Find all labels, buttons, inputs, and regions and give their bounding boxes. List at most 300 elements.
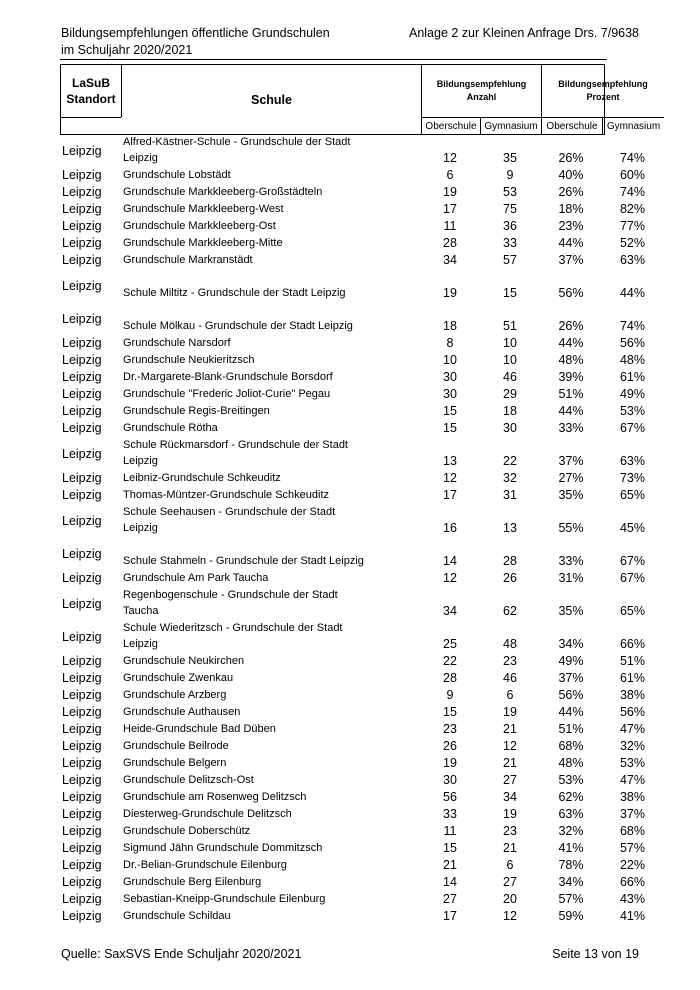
oberschule-percent-cell: 49%: [558, 654, 584, 668]
oberschule-count-cell: 34: [443, 253, 457, 267]
gymnasium-percent-cell: 74%: [619, 151, 646, 165]
table-row: [60, 269, 646, 302]
oberschule-percent-cell: 23%: [558, 219, 584, 233]
oberschule-count-cell: 19: [443, 286, 457, 300]
table-row: [60, 134, 646, 167]
schule-line: Leipzig: [123, 152, 158, 164]
table-row: [60, 908, 646, 925]
table-row: [60, 470, 646, 487]
oberschule-count-cell: 16: [443, 521, 457, 535]
gymnasium-count-cell: 22: [503, 454, 517, 468]
gymnasium-percent-cell: 61%: [619, 671, 646, 685]
schule-line: Schule Stahmeln - Grundschule der Stadt Leipzig: [123, 555, 364, 567]
oberschule-count-cell: 11: [443, 824, 457, 838]
gymnasium-count-cell: 33: [503, 236, 517, 250]
schule-line: Alfred-Kästner-Schule - Grundschule der Stadt: [123, 136, 351, 148]
schule-line: Leibniz-Grundschule Schkeuditz: [123, 472, 281, 484]
schule-cell: [123, 404, 270, 419]
schule-cell: [123, 504, 335, 536]
gymnasium-percent-cell: 37%: [619, 807, 646, 821]
gymnasium-percent-cell: 44%: [619, 286, 646, 300]
gymnasium-percent-cell: 53%: [619, 404, 646, 418]
standort-cell: Leipzig: [62, 168, 102, 182]
gymnasium-count-cell: 26: [503, 571, 517, 585]
standort-header-divider: [61, 117, 121, 118]
table-row: [60, 167, 646, 184]
schule-line: Grundschule Berg Eilenburg: [123, 876, 262, 888]
oberschule-count-cell: 22: [443, 654, 457, 668]
oberschule-count-cell: 30: [443, 773, 457, 787]
gymnasium-count-cell: 28: [503, 554, 517, 568]
standort-cell: Leipzig: [62, 756, 102, 770]
oberschule-count-cell: 9: [446, 688, 454, 702]
gymnasium-percent-cell: 57%: [619, 841, 646, 855]
table-row: [60, 403, 646, 420]
table-row: [60, 687, 646, 704]
page-number: Seite 13 von 19: [552, 947, 639, 961]
schule-cell: [123, 756, 226, 771]
standort-cell: Leipzig: [62, 722, 102, 736]
gymnasium-count-cell: 46: [503, 370, 517, 384]
gymnasium-percent-cell: 52%: [619, 236, 646, 250]
schule-cell: [123, 722, 276, 737]
standort-cell: Leipzig: [62, 773, 102, 787]
standort-cell: Leipzig: [62, 353, 102, 367]
gymnasium-count-cell: 21: [503, 756, 517, 770]
gymnasium-percent-cell: 49%: [619, 387, 646, 401]
oberschule-count-cell: 19: [443, 756, 457, 770]
table-row: [60, 570, 646, 587]
schule-line: Taucha: [123, 605, 159, 617]
schule-line: Grundschule Am Park Taucha: [123, 572, 269, 584]
gymnasium-count-cell: 13: [503, 521, 517, 535]
schule-line: Schule Miltitz - Grundschule der Stadt Leipzig: [123, 287, 346, 299]
oberschule-count-cell: 12: [443, 151, 457, 165]
gymnasium-count-cell: 30: [503, 421, 517, 435]
standort-cell: Leipzig: [62, 630, 102, 644]
schule-line: [123, 269, 346, 285]
gymnasium-percent-cell: 77%: [619, 219, 646, 233]
table-row: [60, 537, 646, 570]
table-row: [60, 755, 646, 772]
schule-cell: [123, 841, 322, 856]
schule-line: Grundschule Belgern: [123, 757, 227, 769]
standort-cell: Leipzig: [62, 671, 102, 685]
schule-line: Grundschule Schildau: [123, 910, 231, 922]
oberschule-count-cell: 28: [443, 671, 457, 685]
schule-cell: [123, 807, 292, 822]
schule-line: Dr.-Belian-Grundschule Eilenburg: [123, 859, 287, 871]
gymnasium-count-cell: 18: [503, 404, 517, 418]
table-row: [60, 789, 646, 806]
standort-cell: Leipzig: [62, 841, 102, 855]
schule-line: Leipzig: [123, 522, 158, 534]
schule-cell: [123, 875, 261, 890]
column-header-prozent: Bildungsempfehlung Prozent: [558, 79, 648, 102]
oberschule-percent-cell: 37%: [558, 671, 584, 685]
table-row: [60, 235, 646, 252]
schule-line: Grundschule Markkleeberg-Großstädteln: [123, 186, 323, 198]
schule-cell: [123, 571, 268, 586]
schule-line: Grundschule Markranstädt: [123, 254, 253, 266]
subheader-gymnasium-prozent: Gymnasium: [603, 117, 664, 134]
oberschule-percent-cell: 59%: [558, 909, 584, 923]
gymnasium-percent-cell: 68%: [619, 824, 646, 838]
oberschule-percent-cell: 40%: [558, 168, 584, 182]
standort-cell: Leipzig: [62, 875, 102, 889]
schule-line: Schule Seehausen - Grundschule der Stadt: [123, 506, 336, 518]
gymnasium-count-cell: 20: [503, 892, 517, 906]
schule-cell: [123, 219, 276, 234]
schule-line: Schule Rückmarsdorf - Grundschule der Stadt: [123, 439, 348, 451]
table-body: [60, 134, 646, 925]
table-row: [60, 653, 646, 670]
schule-line: Thomas-Müntzer-Grundschule Schkeuditz: [123, 489, 330, 501]
oberschule-percent-cell: 44%: [558, 705, 584, 719]
table-row: [60, 184, 646, 201]
gymnasium-percent-cell: 51%: [619, 654, 646, 668]
oberschule-count-cell: 33: [443, 807, 457, 821]
schule-cell: [123, 909, 231, 924]
gymnasium-count-cell: 75: [503, 202, 517, 216]
oberschule-percent-cell: 37%: [558, 253, 584, 267]
oberschule-percent-cell: 63%: [558, 807, 584, 821]
gymnasium-count-cell: 51: [503, 319, 517, 333]
gymnasium-percent-cell: 53%: [619, 756, 646, 770]
schule-line: Grundschule Delitzsch-Ost: [123, 774, 254, 786]
oberschule-percent-cell: 32%: [558, 824, 584, 838]
schule-cell: [123, 370, 333, 385]
gymnasium-count-cell: 6: [506, 688, 514, 702]
oberschule-percent-cell: 26%: [558, 319, 584, 333]
schule-line: Grundschule "Frederic Joliot-Curie" Pegau: [123, 388, 331, 400]
gymnasium-percent-cell: 56%: [619, 336, 646, 350]
schule-cell: [123, 671, 233, 686]
standort-cell: Leipzig: [62, 824, 102, 838]
schule-cell: [123, 437, 348, 469]
standort-cell: Leipzig: [62, 253, 102, 267]
gymnasium-percent-cell: 65%: [619, 604, 646, 618]
standort-cell: Leipzig: [62, 336, 102, 350]
standort-cell: Leipzig: [62, 654, 102, 668]
gymnasium-percent-cell: 32%: [619, 739, 646, 753]
header-divider: [60, 59, 607, 60]
gymnasium-percent-cell: 63%: [619, 253, 646, 267]
table-row: [60, 738, 646, 755]
schule-line: [123, 537, 364, 553]
oberschule-percent-cell: 41%: [558, 841, 584, 855]
oberschule-count-cell: 23: [443, 722, 457, 736]
oberschule-percent-cell: 48%: [558, 353, 584, 367]
oberschule-percent-cell: 34%: [558, 875, 584, 889]
gymnasium-percent-cell: 43%: [619, 892, 646, 906]
schule-line: Sigmund Jähn Grundschule Dommitzsch: [123, 842, 323, 854]
schule-line: Grundschule Neukieritzsch: [123, 354, 255, 366]
standort-cell: Leipzig: [62, 547, 102, 561]
schule-line: Grundschule Regis-Breitingen: [123, 405, 270, 417]
oberschule-count-cell: 12: [443, 471, 457, 485]
schule-cell: [123, 353, 254, 368]
gymnasium-count-cell: 19: [503, 705, 517, 719]
table-row: [60, 335, 646, 352]
column-header-standort: LaSuB Standort: [61, 65, 122, 117]
schule-cell: [123, 421, 218, 436]
gymnasium-percent-cell: 63%: [619, 454, 646, 468]
gymnasium-count-cell: 10: [503, 336, 517, 350]
table-row: [60, 437, 646, 470]
table-row: [60, 218, 646, 235]
oberschule-count-cell: 28: [443, 236, 457, 250]
oberschule-count-cell: 19: [443, 185, 457, 199]
standort-cell: Leipzig: [62, 790, 102, 804]
schule-cell: [123, 253, 253, 268]
oberschule-count-cell: 14: [443, 875, 457, 889]
oberschule-percent-cell: 48%: [558, 756, 584, 770]
schule-cell: [123, 302, 353, 334]
schule-cell: [123, 236, 283, 251]
schule-line: Grundschule Markkleeberg-Mitte: [123, 237, 283, 249]
gymnasium-count-cell: 31: [503, 488, 517, 502]
schule-cell: [123, 773, 254, 788]
gymnasium-count-cell: 27: [503, 773, 517, 787]
schule-line: Grundschule Markkleeberg-Ost: [123, 220, 276, 232]
gymnasium-percent-cell: 67%: [619, 421, 646, 435]
oberschule-count-cell: 21: [443, 858, 457, 872]
table-row: [60, 420, 646, 437]
oberschule-percent-cell: 53%: [558, 773, 584, 787]
gymnasium-count-cell: 6: [506, 858, 514, 872]
document-title: [61, 25, 330, 59]
schule-cell: [123, 705, 240, 720]
standort-cell: Leipzig: [62, 488, 102, 502]
schule-cell: [123, 654, 244, 669]
standort-cell: Leipzig: [62, 909, 102, 923]
gymnasium-count-cell: 36: [503, 219, 517, 233]
gymnasium-percent-cell: 38%: [619, 688, 646, 702]
gymnasium-percent-cell: 65%: [619, 488, 646, 502]
gymnasium-count-cell: 21: [503, 841, 517, 855]
gymnasium-count-cell: 15: [503, 286, 517, 300]
oberschule-count-cell: 25: [443, 637, 457, 651]
oberschule-percent-cell: 26%: [558, 185, 584, 199]
oberschule-count-cell: 14: [443, 554, 457, 568]
oberschule-percent-cell: 57%: [558, 892, 584, 906]
schule-cell: [123, 688, 226, 703]
oberschule-percent-cell: 51%: [558, 722, 584, 736]
table-row: [60, 823, 646, 840]
oberschule-count-cell: 15: [443, 421, 457, 435]
gymnasium-percent-cell: 66%: [619, 637, 646, 651]
oberschule-percent-cell: 37%: [558, 454, 584, 468]
gymnasium-percent-cell: 74%: [619, 319, 646, 333]
standort-cell: Leipzig: [62, 807, 102, 821]
schule-line: Grundschule Markkleeberg-West: [123, 203, 284, 215]
oberschule-percent-cell: 44%: [558, 404, 584, 418]
oberschule-count-cell: 34: [443, 604, 457, 618]
oberschule-percent-cell: 51%: [558, 387, 584, 401]
table-row: [60, 874, 646, 891]
schule-line: Leipzig: [123, 638, 158, 650]
oberschule-percent-cell: 62%: [558, 790, 584, 804]
standort-cell: Leipzig: [62, 688, 102, 702]
schule-line: Grundschule Lobstädt: [123, 169, 231, 181]
oberschule-count-cell: 56: [443, 790, 457, 804]
gymnasium-count-cell: 57: [503, 253, 517, 267]
table-row: [60, 386, 646, 403]
gymnasium-percent-cell: 45%: [619, 521, 646, 535]
oberschule-percent-cell: 68%: [558, 739, 584, 753]
table-row: [60, 302, 646, 335]
table-row: [60, 891, 646, 908]
schule-line: Grundschule am Rosenweg Delitzsch: [123, 791, 307, 803]
standort-cell: Leipzig: [62, 471, 102, 485]
gymnasium-percent-cell: 56%: [619, 705, 646, 719]
gymnasium-percent-cell: 73%: [619, 471, 646, 485]
schule-cell: [123, 269, 346, 301]
standort-cell: Leipzig: [62, 514, 102, 528]
gymnasium-percent-cell: 66%: [619, 875, 646, 889]
oberschule-percent-cell: 27%: [558, 471, 584, 485]
gymnasium-count-cell: 9: [506, 168, 514, 182]
schule-cell: [123, 471, 281, 486]
table-header: [60, 64, 661, 135]
gymnasium-count-cell: 53: [503, 185, 517, 199]
standort-cell: Leipzig: [62, 858, 102, 872]
oberschule-count-cell: 17: [443, 909, 457, 923]
schule-line: Heide-Grundschule Bad Düben: [123, 723, 276, 735]
table-row: [60, 369, 646, 386]
oberschule-percent-cell: 18%: [558, 202, 584, 216]
oberschule-percent-cell: 39%: [558, 370, 584, 384]
schule-line: [123, 302, 353, 318]
gymnasium-count-cell: 29: [503, 387, 517, 401]
standort-cell: Leipzig: [62, 892, 102, 906]
subheader-oberschule-prozent: Oberschule: [542, 117, 603, 134]
standort-cell: Leipzig: [62, 370, 102, 384]
gymnasium-count-cell: 10: [503, 353, 517, 367]
oberschule-percent-cell: 44%: [558, 236, 584, 250]
oberschule-percent-cell: 44%: [558, 336, 584, 350]
gymnasium-percent-cell: 74%: [619, 185, 646, 199]
gymnasium-count-cell: 19: [503, 807, 517, 821]
gymnasium-percent-cell: 22%: [619, 858, 646, 872]
table-row: [60, 772, 646, 789]
schule-line: Grundschule Doberschütz: [123, 825, 251, 837]
table-row: [60, 504, 646, 537]
oberschule-count-cell: 15: [443, 404, 457, 418]
table-row: [60, 670, 646, 687]
table-row: [60, 252, 646, 269]
schule-line: Schule Mölkau - Grundschule der Stadt Leipzig: [123, 320, 353, 332]
schule-cell: [123, 620, 343, 652]
gymnasium-percent-cell: 82%: [619, 202, 646, 216]
gymnasium-count-cell: 12: [503, 909, 517, 923]
column-header-anzahl: Bildungsempfehlung Anzahl: [422, 65, 542, 117]
standort-cell: Leipzig: [62, 404, 102, 418]
schule-cell: [123, 587, 338, 619]
table-row: [60, 840, 646, 857]
schule-line: Grundschule Narsdorf: [123, 337, 231, 349]
gymnasium-count-cell: 48: [503, 637, 517, 651]
standort-cell: Leipzig: [62, 279, 102, 293]
source-note: Quelle: SaxSVS Ende Schuljahr 2020/2021: [61, 947, 302, 961]
oberschule-count-cell: 17: [443, 202, 457, 216]
gymnasium-count-cell: 12: [503, 739, 517, 753]
gymnasium-percent-cell: 38%: [619, 790, 646, 804]
oberschule-percent-cell: 26%: [558, 151, 584, 165]
schule-cell: [123, 858, 287, 873]
gymnasium-percent-cell: 48%: [619, 353, 646, 367]
oberschule-percent-cell: 31%: [558, 571, 584, 585]
oberschule-count-cell: 12: [443, 571, 457, 585]
table-row: [60, 620, 646, 653]
oberschule-count-cell: 18: [443, 319, 457, 333]
schule-cell: [123, 185, 322, 200]
oberschule-percent-cell: 56%: [558, 286, 584, 300]
schule-line: Grundschule Zwenkau: [123, 672, 234, 684]
standort-cell: Leipzig: [62, 312, 102, 326]
oberschule-count-cell: 10: [443, 353, 457, 367]
table-row: [60, 587, 646, 620]
gymnasium-percent-cell: 60%: [619, 168, 646, 182]
oberschule-percent-cell: 78%: [558, 858, 584, 872]
oberschule-count-cell: 26: [443, 739, 457, 753]
table-row: [60, 721, 646, 738]
standort-cell: Leipzig: [62, 219, 102, 233]
table-row: [60, 352, 646, 369]
table-row: [60, 487, 646, 504]
oberschule-percent-cell: 33%: [558, 554, 584, 568]
schule-line: Regenbogenschule - Grundschule der Stadt: [123, 589, 338, 601]
standort-cell: Leipzig: [62, 202, 102, 216]
oberschule-count-cell: 27: [443, 892, 457, 906]
gymnasium-count-cell: 32: [503, 471, 517, 485]
schule-line: Leipzig: [123, 455, 158, 467]
subheader-gymnasium-anzahl: Gymnasium: [481, 117, 542, 134]
gymnasium-percent-cell: 67%: [619, 571, 646, 585]
oberschule-count-cell: 30: [443, 370, 457, 384]
gymnasium-count-cell: 23: [503, 824, 517, 838]
oberschule-percent-cell: 35%: [558, 604, 584, 618]
document-reference: Anlage 2 zur Kleinen Anfrage Drs. 7/9638: [408, 26, 639, 40]
gymnasium-percent-cell: 67%: [619, 554, 646, 568]
standort-cell: Leipzig: [62, 144, 102, 158]
schule-cell: [123, 202, 284, 217]
schule-line: Schule Wiederitzsch - Grundschule der Stadt: [123, 622, 343, 634]
schule-line: Grundschule Rötha: [123, 422, 218, 434]
oberschule-count-cell: 15: [443, 705, 457, 719]
oberschule-percent-cell: 35%: [558, 488, 584, 502]
schule-cell: [123, 336, 231, 351]
subheader-oberschule-anzahl: Oberschule: [422, 117, 481, 134]
gymnasium-count-cell: 35: [503, 151, 517, 165]
oberschule-count-cell: 13: [443, 454, 457, 468]
standort-cell: Leipzig: [62, 447, 102, 461]
schule-cell: [123, 739, 229, 754]
oberschule-count-cell: 11: [443, 219, 457, 233]
schule-cell: [123, 168, 231, 183]
schule-cell: [123, 824, 250, 839]
oberschule-percent-cell: 56%: [558, 688, 584, 702]
oberschule-count-cell: 15: [443, 841, 457, 855]
standort-cell: Leipzig: [62, 705, 102, 719]
gymnasium-count-cell: 21: [503, 722, 517, 736]
gymnasium-percent-cell: 61%: [619, 370, 646, 384]
gymnasium-count-cell: 23: [503, 654, 517, 668]
schule-line: Grundschule Beilrode: [123, 740, 229, 752]
standort-cell: Leipzig: [62, 387, 102, 401]
table-row: [60, 857, 646, 874]
